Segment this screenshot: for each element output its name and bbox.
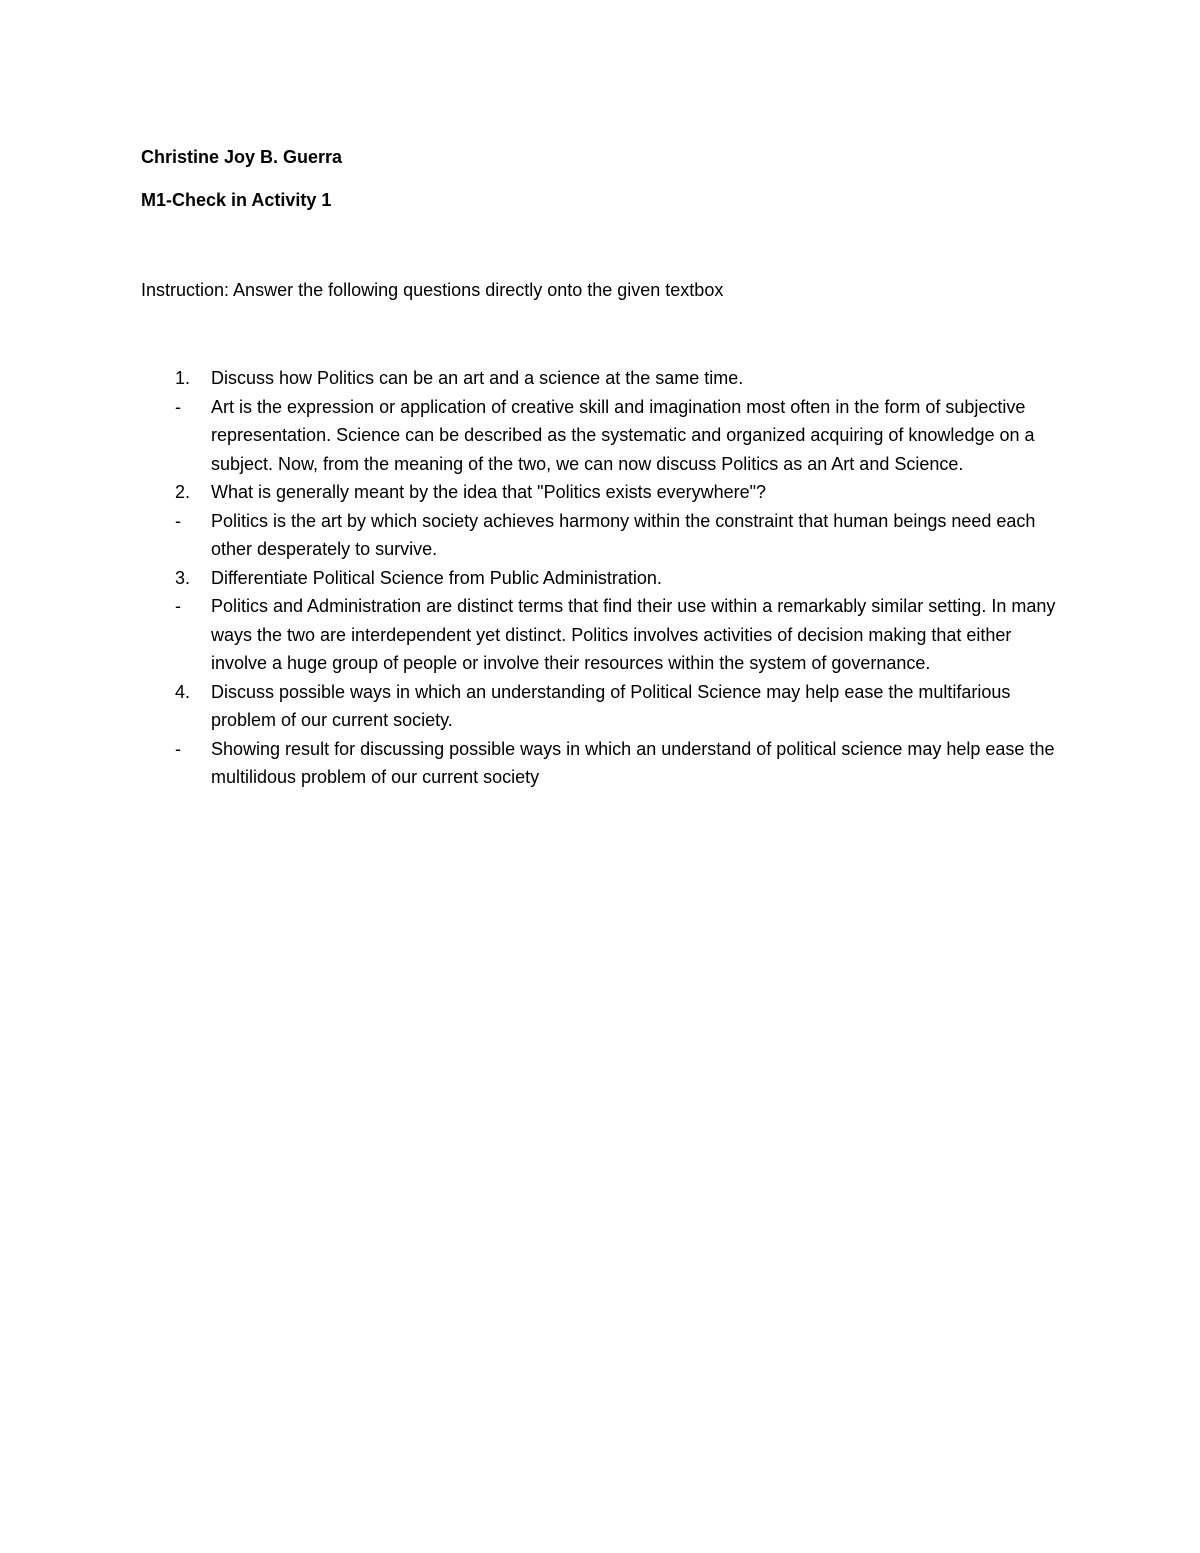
question-number: 2.: [175, 482, 191, 502]
answer-dash: -: [175, 596, 181, 616]
question-text: Discuss possible ways in which an understanding of Political Science may help ease the multifarious problem of our current society.: [211, 681, 1011, 730]
question-text: Differentiate Political Science from Public Administration.: [211, 567, 662, 588]
answer-text: Politics and Administration are distinct terms that find their use within a remarkably similar setting. In many ways the two are interdependent yet distinct. Politics involves activities of decision making that either involve a huge group of people or involve their resources within the system of governance.: [211, 596, 1056, 673]
answer-text: Art is the expression or application of creative skill and imagination most often in the form of subjective representation. Science can be described as the systematic and organized acquiring of knowledge on a subject. Now, from the meaning of the two, we can now discuss Politics as an Art and Science.: [211, 396, 1035, 474]
question-item: [141, 564, 1071, 593]
answer-dash: -: [175, 510, 181, 531]
question-item: [141, 678, 1071, 735]
question-item: [141, 364, 1071, 393]
answer-item: [141, 507, 1071, 564]
question-list: [141, 364, 1071, 792]
question-item: [141, 478, 1071, 507]
instruction-text: Instruction: Answer the following questions directly onto the given textbox: [141, 280, 724, 300]
question-text: What is generally meant by the idea that "Politics exists everywhere"?: [211, 482, 767, 502]
answer-item: [141, 592, 1071, 678]
answer-item: [141, 393, 1071, 479]
answer-text: Politics is the art by which society achieves harmony within the constraint that human beings need each other desperately to survive.: [211, 510, 1036, 559]
author-name: Christine Joy B. Guerra: [141, 147, 343, 167]
answer-dash: -: [175, 738, 181, 759]
activity-title: M1-Check in Activity 1: [141, 190, 332, 210]
question-number: 1.: [175, 368, 191, 388]
answer-dash: -: [175, 396, 181, 417]
answer-item: [141, 735, 1071, 792]
question-text: Discuss how Politics can be an art and a science at the same time.: [211, 368, 744, 388]
answer-text: Showing result for discussing possible ways in which an understand of political science may help ease the multilidous problem of our current society: [211, 738, 1055, 787]
question-number: 4.: [175, 681, 191, 702]
question-number: 3.: [175, 567, 191, 588]
